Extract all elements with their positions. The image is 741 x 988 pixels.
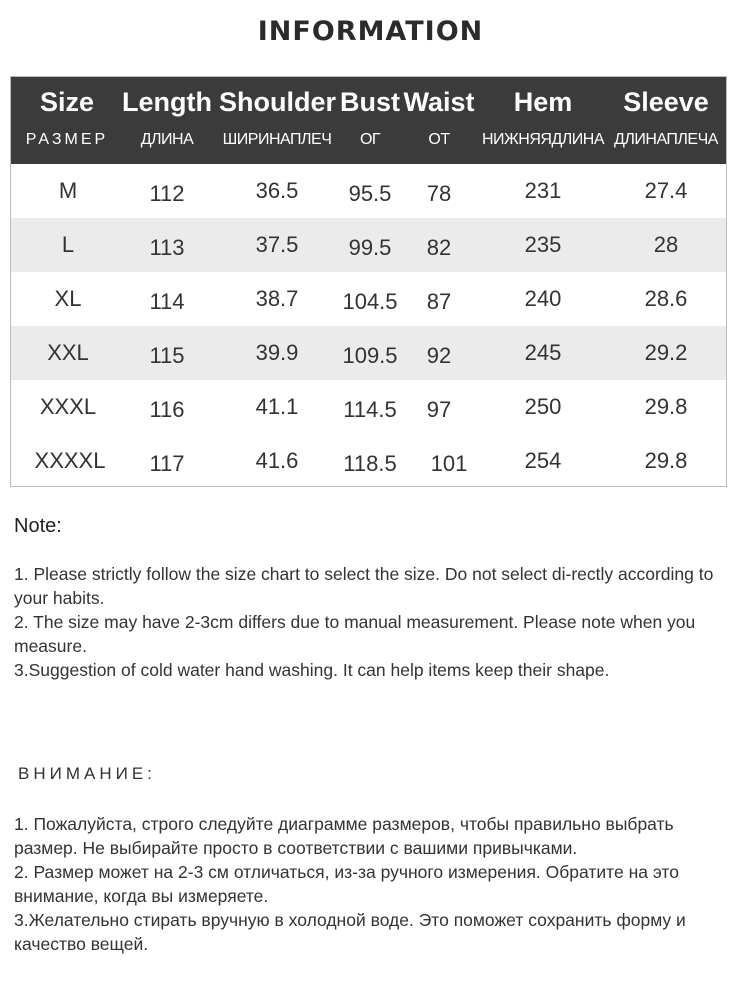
cell-hem: 254	[524, 448, 562, 473]
column-header-ru: ОГ	[359, 131, 381, 148]
cell-waist: 78	[426, 181, 452, 206]
cell-waist: 82	[426, 235, 452, 260]
column-header-ru: ДЛИНАПЛЕЧА	[614, 131, 718, 148]
cell-bust: 109.5	[342, 343, 398, 368]
ru-note-item: 1. Пожалуйста, строго следуйте диаграмме размеров, чтобы правильно выбрать размер. Не выбирайте просто в соответствии с вашими привычками.	[14, 814, 674, 858]
table-row	[11, 380, 727, 434]
page-title: INFORMATION	[257, 16, 484, 47]
column-header-size	[11, 77, 123, 164]
column-header-waist	[403, 77, 475, 164]
table-header	[11, 77, 727, 164]
cell-bust: 99.5	[348, 235, 392, 260]
column-header-ru: РАЗМЕР	[25, 131, 109, 148]
ru-note-item: 3.Желательно стирать вручную в холодной воде. Это поможет сохранить форму и качество вещей.	[14, 910, 686, 954]
note-item: 3.Suggestion of cold water hand washing. It can help items keep their shape.	[14, 660, 610, 680]
table-row	[11, 434, 727, 487]
cell-length: 116	[149, 397, 185, 422]
cell-waist: 87	[426, 289, 452, 314]
column-header-en: Shoulder	[219, 87, 337, 117]
cell-length: 115	[149, 343, 185, 368]
column-header-en: Waist	[403, 87, 475, 117]
cell-waist: 92	[426, 343, 452, 368]
column-header-en: Size	[39, 87, 95, 117]
cell-waist: 101	[430, 451, 468, 476]
cell-length: 114	[149, 289, 185, 314]
cell-shoulder: 41.6	[255, 448, 299, 473]
cell-sleeve: 27.4	[644, 178, 688, 203]
cell-size: XXXXL	[34, 448, 106, 473]
cell-hem: 245	[524, 340, 562, 365]
note-heading: Note:	[14, 515, 62, 537]
column-header-bust	[337, 77, 403, 164]
cell-length: 117	[149, 451, 185, 476]
cell-size: XXXL	[39, 394, 97, 419]
column-header-en: Hem	[513, 87, 573, 117]
table-row	[11, 164, 727, 218]
cell-size: L	[61, 232, 75, 257]
column-header-shoulder	[219, 77, 335, 164]
cell-sleeve: 29.2	[644, 340, 688, 365]
cell-size: XXL	[47, 340, 89, 365]
note-item: 2. The size may have 2-3cm differs due to manual measurement. Please note when you measure.	[14, 612, 696, 656]
table-row	[11, 326, 727, 380]
column-header-en: Sleeve	[623, 87, 709, 117]
cell-shoulder: 37.5	[255, 232, 299, 257]
cell-size: M	[58, 178, 78, 203]
column-header-en: Bust	[340, 87, 400, 117]
ru-note-heading: ВНИМАНИЕ:	[18, 764, 156, 783]
cell-shoulder: 38.7	[255, 286, 299, 311]
cell-hem: 235	[524, 232, 562, 257]
cell-bust: 95.5	[348, 181, 392, 206]
cell-length: 113	[149, 235, 185, 260]
note-list	[14, 562, 714, 682]
table-row	[11, 272, 727, 326]
cell-sleeve: 29.8	[644, 448, 688, 473]
cell-waist: 97	[426, 397, 452, 422]
column-header-ru: ДЛИНА	[140, 131, 194, 148]
cell-sleeve: 29.8	[644, 394, 688, 419]
cell-sleeve: 28	[653, 232, 679, 257]
cell-bust: 104.5	[342, 289, 398, 314]
size-chart-table	[10, 76, 727, 487]
cell-bust: 118.5	[343, 451, 397, 476]
cell-hem: 231	[524, 178, 562, 203]
cell-hem: 250	[524, 394, 562, 419]
cell-bust: 114.5	[343, 397, 397, 422]
ru-note-item: 2. Размер может на 2-3 см отличаться, из-за ручного измерения. Обратите на это внимание, когда вы измеряете.	[14, 862, 679, 906]
column-header-hem	[481, 77, 605, 164]
cell-shoulder: 41.1	[255, 394, 299, 419]
column-header-ru: ОТ	[428, 131, 450, 148]
column-header-en: Length	[122, 87, 212, 117]
table-row	[11, 218, 727, 272]
cell-shoulder: 36.5	[255, 178, 299, 203]
column-header-sleeve	[607, 77, 725, 164]
cell-shoulder: 39.9	[255, 340, 299, 365]
column-header-ru: НИЖНЯЯДЛИНА	[481, 131, 605, 148]
column-header-length	[119, 77, 215, 164]
cell-length: 112	[149, 181, 185, 206]
note-item: 1. Please strictly follow the size chart to select the size. Do not select di-rectly according to your habits.	[14, 564, 714, 608]
cell-hem: 240	[524, 286, 562, 311]
column-header-ru: ШИРИНАПЛЕЧ	[222, 131, 332, 148]
cell-sleeve: 28.6	[644, 286, 688, 311]
ru-note-list	[14, 812, 729, 956]
cell-size: XL	[54, 286, 82, 311]
